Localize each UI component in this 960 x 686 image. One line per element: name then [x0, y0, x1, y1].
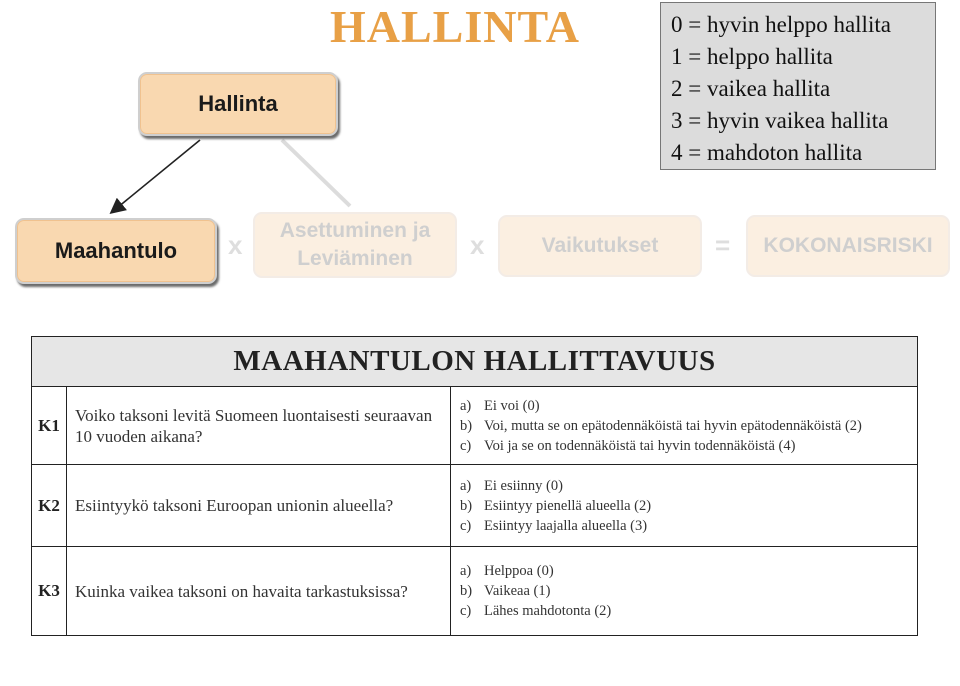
option: [460, 581, 917, 601]
option-letter: b): [460, 497, 473, 514]
option: [460, 416, 917, 436]
row-options: [451, 387, 917, 464]
times-operator: x: [470, 230, 485, 260]
option-text: Voi ja se on todennäköistä tai hyvin todennäköistä (4): [484, 437, 796, 454]
option: [460, 601, 917, 621]
kokonaisriski-box: KOKONAISRISKI: [746, 215, 950, 277]
option-text: Lähes mahdotonta (2): [484, 603, 612, 619]
asettuminen-line2: Leviäminen: [297, 247, 413, 270]
equals-operator: =: [715, 230, 731, 260]
table-row: [32, 387, 917, 465]
asettuminen-box: [253, 212, 457, 278]
legend-item: 2 = vaikea hallita: [671, 76, 831, 101]
asettuminen-line1: Asettuminen ja: [279, 219, 431, 242]
option: [460, 561, 917, 581]
option-text: Ei voi (0): [484, 397, 540, 414]
table-header: MAAHANTULON HALLITTAVUUS: [32, 337, 917, 387]
page-title: HALLINTA: [330, 1, 580, 52]
option-letter: c): [460, 603, 472, 619]
option: [460, 436, 917, 456]
option-letter: b): [460, 583, 473, 599]
row-id: K3: [32, 547, 67, 635]
option-letter: c): [460, 517, 472, 534]
hallinta-box: Hallinta: [138, 72, 338, 136]
option-letter: b): [460, 417, 473, 434]
option-letter: a): [460, 397, 472, 414]
legend-item: 3 = hyvin vaikea hallita: [671, 108, 889, 133]
row-id: K1: [32, 387, 67, 464]
hallittavuus-table: [31, 336, 918, 636]
option: [460, 516, 917, 536]
times-operator: x: [228, 230, 243, 260]
faded-connector-line: [282, 140, 350, 206]
arrow-to-maahantulo: [112, 140, 200, 212]
option-text: Voi, mutta se on epätodennäköistä tai hyvin epätodennäköistä (2): [484, 417, 862, 434]
row-options: [451, 547, 917, 635]
vaikutukset-box: Vaikutukset: [498, 215, 702, 277]
row-id: K2: [32, 465, 67, 546]
legend-item: 4 = mahdoton hallita: [671, 140, 863, 165]
option-text: Helppoa (0): [484, 563, 554, 579]
row-question: Esiintyykö taksoni Euroopan unionin alueella?: [67, 465, 451, 546]
option-letter: a): [460, 477, 472, 494]
option-letter: a): [460, 563, 472, 579]
table-row: [32, 547, 917, 635]
legend-item: 0 = hyvin helppo hallita: [671, 12, 891, 37]
option: [460, 476, 917, 496]
option: [460, 396, 917, 416]
row-options: [451, 465, 917, 546]
option-text: Esiintyy laajalla alueella (3): [484, 517, 648, 534]
option-text: Esiintyy pienellä alueella (2): [484, 497, 652, 514]
maahantulo-box: Maahantulo: [15, 218, 217, 284]
option-text: Ei esiinny (0): [484, 477, 563, 494]
legend-item: 1 = helppo hallita: [671, 44, 833, 69]
row-question: Kuinka vaikea taksoni on havaita tarkastuksissa?: [67, 547, 451, 635]
option-text: Vaikeaa (1): [484, 583, 551, 599]
row-question: Voiko taksoni levitä Suomeen luontaisesti seuraavan 10 vuoden aikana?: [67, 387, 451, 464]
option: [460, 496, 917, 516]
option-letter: c): [460, 437, 472, 454]
table-row: [32, 465, 917, 547]
